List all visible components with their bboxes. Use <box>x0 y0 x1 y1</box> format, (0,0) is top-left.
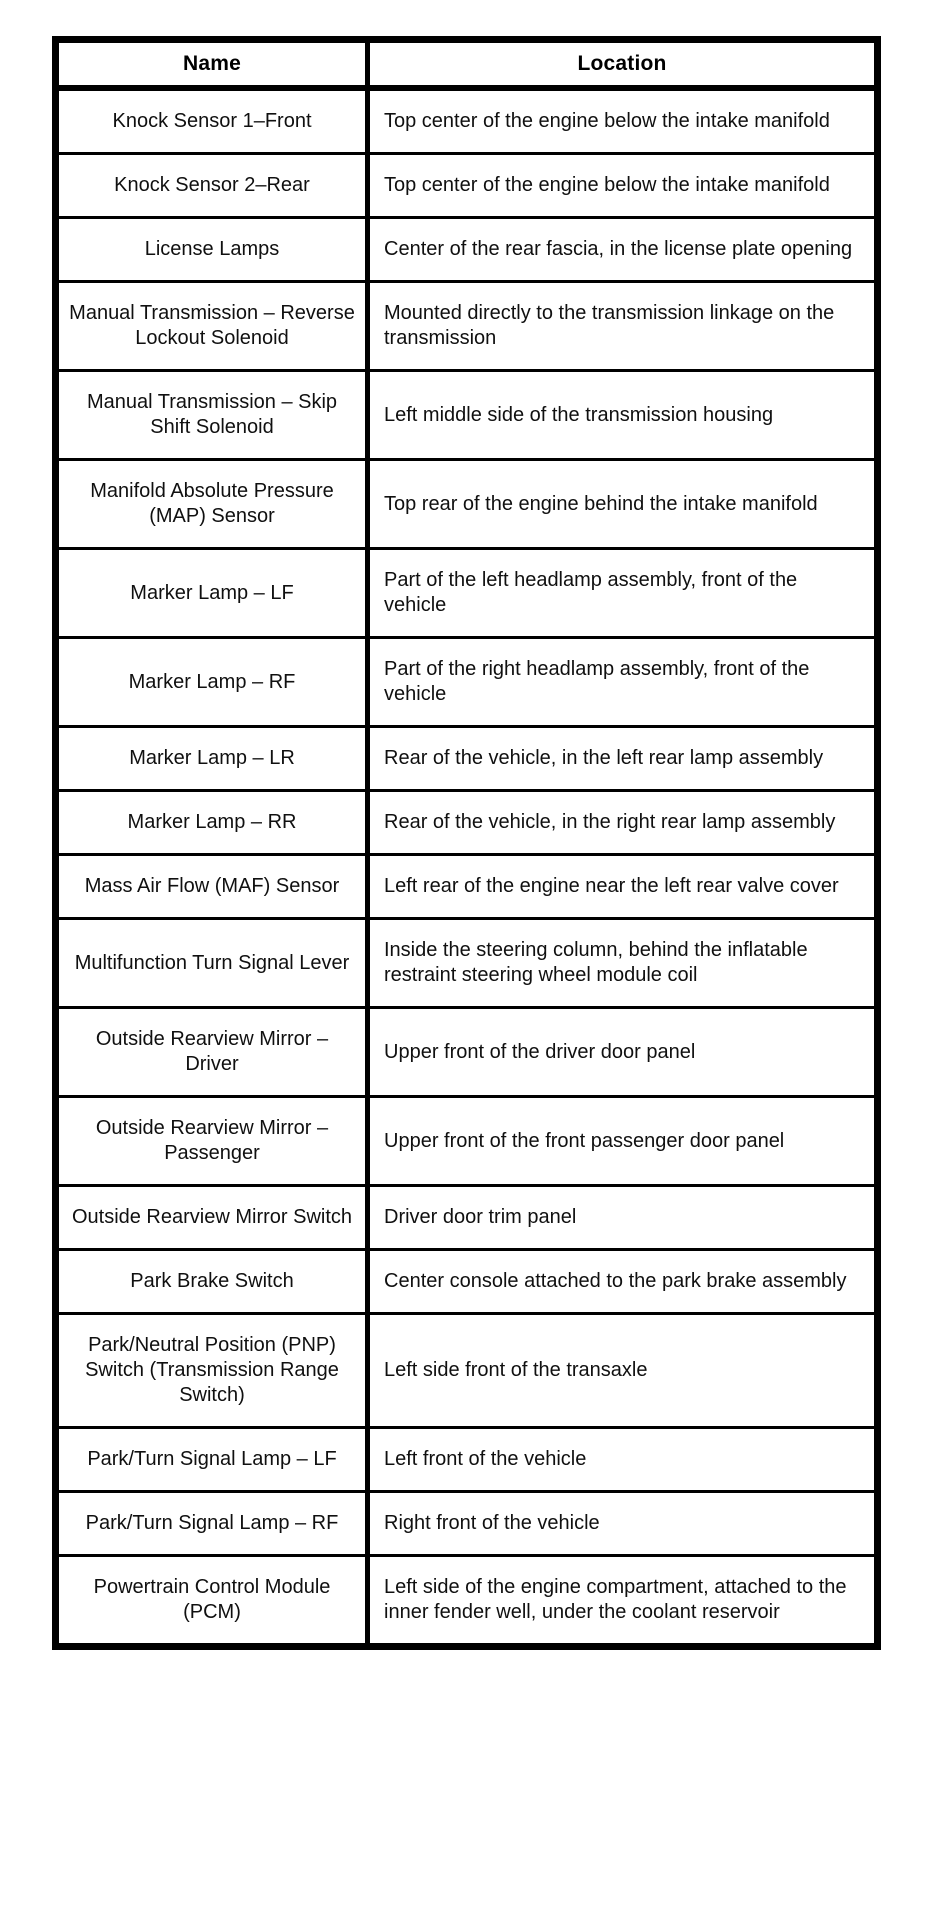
name-cell: Powertrain Control Module (PCM) <box>56 1556 368 1647</box>
location-cell: Top rear of the engine behind the intake manifold <box>368 460 878 549</box>
location-cell: Right front of the vehicle <box>368 1492 878 1556</box>
name-cell: Marker Lamp – LF <box>56 549 368 638</box>
name-cell: Knock Sensor 1–Front <box>56 88 368 154</box>
location-cell: Top center of the engine below the intake manifold <box>368 154 878 218</box>
table-row <box>56 1097 878 1186</box>
location-cell: Center of the rear fascia, in the license plate opening <box>368 218 878 282</box>
name-cell: Park/Neutral Position (PNP) Switch (Transmission Range Switch) <box>56 1314 368 1428</box>
table-row <box>56 1556 878 1647</box>
name-cell: Outside Rearview Mirror – Driver <box>56 1008 368 1097</box>
table-row <box>56 855 878 919</box>
table-row <box>56 218 878 282</box>
table-row <box>56 727 878 791</box>
name-cell: Manifold Absolute Pressure (MAP) Sensor <box>56 460 368 549</box>
name-cell: License Lamps <box>56 218 368 282</box>
location-cell: Upper front of the front passenger door panel <box>368 1097 878 1186</box>
name-cell: Outside Rearview Mirror – Passenger <box>56 1097 368 1186</box>
location-cell: Rear of the vehicle, in the left rear lamp assembly <box>368 727 878 791</box>
location-cell: Part of the left headlamp assembly, front of the vehicle <box>368 549 878 638</box>
name-cell: Mass Air Flow (MAF) Sensor <box>56 855 368 919</box>
location-cell: Center console attached to the park brake assembly <box>368 1250 878 1314</box>
name-cell: Park/Turn Signal Lamp – RF <box>56 1492 368 1556</box>
table-row <box>56 154 878 218</box>
name-cell: Park Brake Switch <box>56 1250 368 1314</box>
location-cell: Upper front of the driver door panel <box>368 1008 878 1097</box>
location-cell: Top center of the engine below the intake manifold <box>368 88 878 154</box>
header-row <box>56 40 878 89</box>
name-cell: Multifunction Turn Signal Lever <box>56 919 368 1008</box>
name-cell: Marker Lamp – LR <box>56 727 368 791</box>
table-row <box>56 88 878 154</box>
table-row <box>56 1008 878 1097</box>
table-row <box>56 460 878 549</box>
table-row <box>56 1428 878 1492</box>
location-cell: Inside the steering column, behind the inflatable restraint steering wheel module coil <box>368 919 878 1008</box>
location-cell: Left side front of the transaxle <box>368 1314 878 1428</box>
header-location: Location <box>368 40 878 89</box>
location-cell: Left side of the engine compartment, attached to the inner fender well, under the coolant reservoir <box>368 1556 878 1647</box>
name-cell: Knock Sensor 2–Rear <box>56 154 368 218</box>
name-cell: Outside Rearview Mirror Switch <box>56 1186 368 1250</box>
location-cell: Left middle side of the transmission housing <box>368 371 878 460</box>
table-row <box>56 1492 878 1556</box>
table-row <box>56 1250 878 1314</box>
table-row <box>56 791 878 855</box>
table-row <box>56 371 878 460</box>
table-row <box>56 919 878 1008</box>
location-cell: Left front of the vehicle <box>368 1428 878 1492</box>
name-cell: Manual Transmission – Skip Shift Solenoid <box>56 371 368 460</box>
name-cell: Park/Turn Signal Lamp – LF <box>56 1428 368 1492</box>
header-name: Name <box>56 40 368 89</box>
location-cell: Mounted directly to the transmission linkage on the transmission <box>368 282 878 371</box>
name-cell: Manual Transmission – Reverse Lockout Solenoid <box>56 282 368 371</box>
table-row <box>56 282 878 371</box>
location-cell: Left rear of the engine near the left rear valve cover <box>368 855 878 919</box>
name-cell: Marker Lamp – RR <box>56 791 368 855</box>
table-row <box>56 1314 878 1428</box>
table-row <box>56 638 878 727</box>
location-cell: Part of the right headlamp assembly, front of the vehicle <box>368 638 878 727</box>
table-body <box>56 88 878 1647</box>
component-location-table <box>52 36 881 1650</box>
table-row <box>56 1186 878 1250</box>
table-row <box>56 549 878 638</box>
name-cell: Marker Lamp – RF <box>56 638 368 727</box>
location-cell: Rear of the vehicle, in the right rear lamp assembly <box>368 791 878 855</box>
location-cell: Driver door trim panel <box>368 1186 878 1250</box>
table-header <box>56 40 878 89</box>
